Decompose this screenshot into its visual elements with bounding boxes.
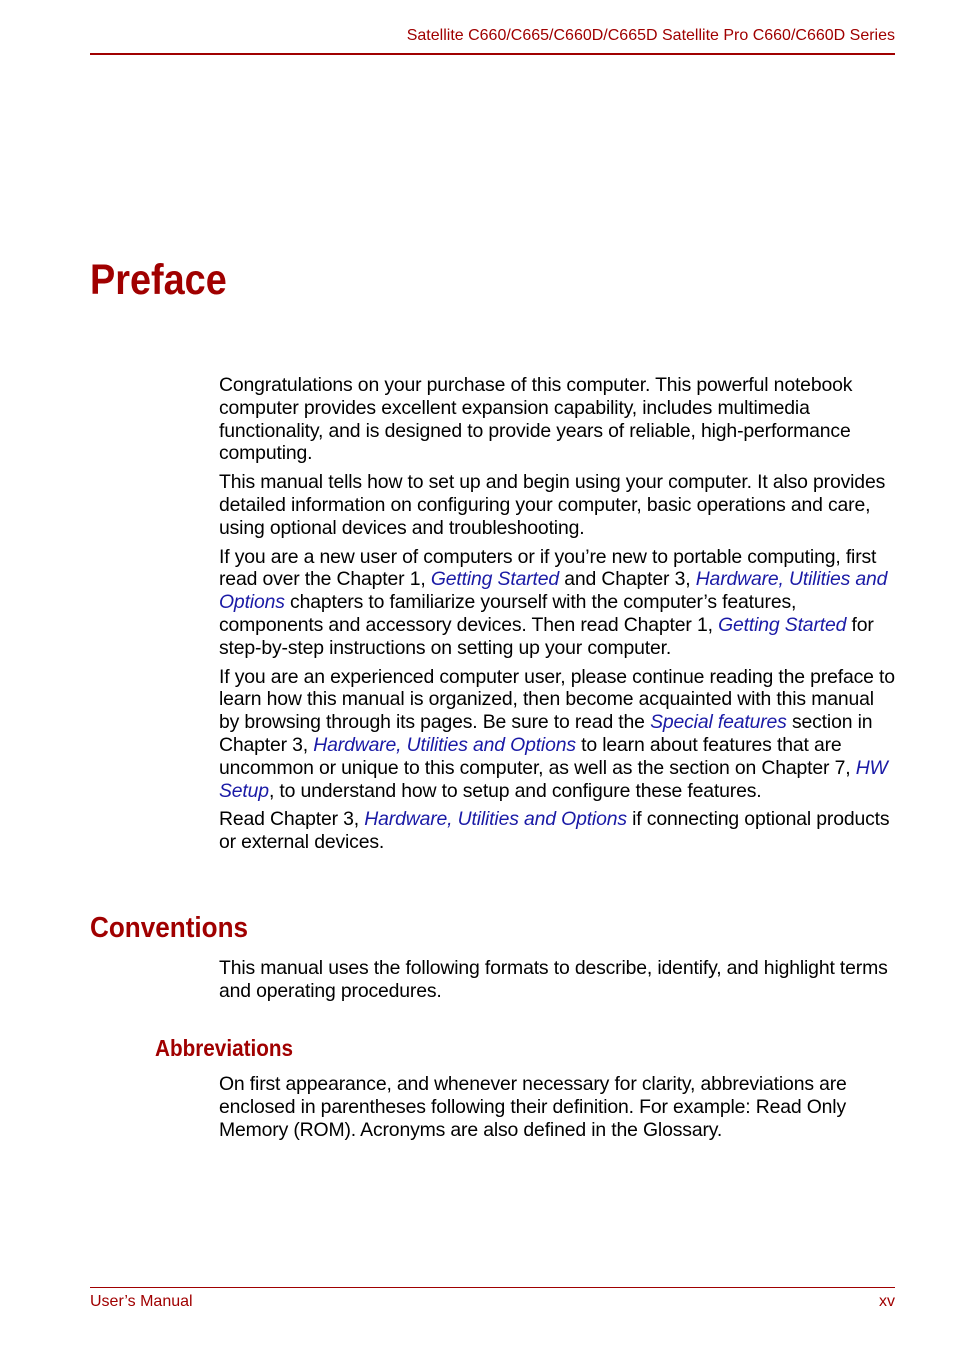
link-getting-started[interactable]: Getting Started xyxy=(718,613,847,636)
preface-paragraph-1: Congratulations on your purchase of this computer. This powerful notebook computer provides excellent expansion capability, includes multimedia functionality, and is designed to provide years of reliable, high-performance computing. xyxy=(219,374,853,465)
link-special-features[interactable]: Special features xyxy=(650,711,787,734)
link-hardware-utilities-options[interactable]: Hardware, Utilities and Options xyxy=(219,568,888,614)
conventions-paragraph: This manual uses the following formats to describe, identify, and highlight terms and operating procedures. xyxy=(219,957,888,1002)
text-run: for step-by-step instructions on setting up your computer. xyxy=(219,613,874,659)
page-number: xv xyxy=(879,1293,895,1310)
text-run: If you are a new user of computers or if you’re new to portable computing, first read over the Chapter 1, xyxy=(219,545,877,591)
abbreviations-paragraph: On first appearance, and whenever necessary for clarity, abbreviations are enclosed in parentheses following their definition. For example: Read Only Memory (ROM). Acronyms are also defined in the Glossary. xyxy=(219,1073,847,1141)
running-header: Satellite C660/C665/C660D/C665D Satellite Pro C660/C660D Series xyxy=(406,27,895,44)
page-title: Preface xyxy=(90,256,227,304)
abbreviations-body xyxy=(219,1073,897,1147)
preface-paragraph-2: This manual tells how to set up and begin using your computer. It also provides detailed information on configuring your computer, basic operations and care, using optional devices and troubleshooting. xyxy=(219,471,886,539)
text-run: , to understand how to setup and configure these features. xyxy=(268,779,762,802)
subsection-heading-abbreviations: Abbreviations xyxy=(155,1035,294,1061)
text-run: if connecting optional products or external devices. xyxy=(219,808,890,854)
section-heading-conventions: Conventions xyxy=(90,912,249,944)
footer-manual-label: User’s Manual xyxy=(90,1293,193,1310)
preface-paragraph-5 xyxy=(219,808,897,854)
text-run: to learn about features that are uncommon or unique to this computer, as well as the section on Chapter 7, xyxy=(219,733,856,779)
link-hw-setup[interactable]: HW Setup xyxy=(219,756,888,802)
conventions-body xyxy=(219,957,897,1009)
link-hardware-utilities-options[interactable]: Hardware, Utilities and Options xyxy=(364,808,627,831)
text-run: and Chapter 3, xyxy=(559,568,696,591)
text-run: chapters to familiarize yourself with the computer’s features, components and accessory devices. Then read Chapter 1, xyxy=(219,591,797,636)
link-hardware-utilities-options[interactable]: Hardware, Utilities and Options xyxy=(313,733,576,756)
preface-paragraph-3 xyxy=(219,546,897,660)
header-rule xyxy=(90,53,895,55)
text-run: If you are an experienced computer user, please continue reading the preface to learn how this manual is organized, then become acquainted with this manual by browsing through its pages. Be sure to read the xyxy=(219,665,895,734)
link-getting-started[interactable]: Getting Started xyxy=(430,568,560,591)
footer-rule xyxy=(90,1287,895,1288)
preface-body xyxy=(219,374,897,860)
text-run: Read Chapter 3, xyxy=(219,808,365,831)
preface-paragraph-4 xyxy=(219,666,897,803)
text-run: section in Chapter 3, xyxy=(219,711,873,756)
